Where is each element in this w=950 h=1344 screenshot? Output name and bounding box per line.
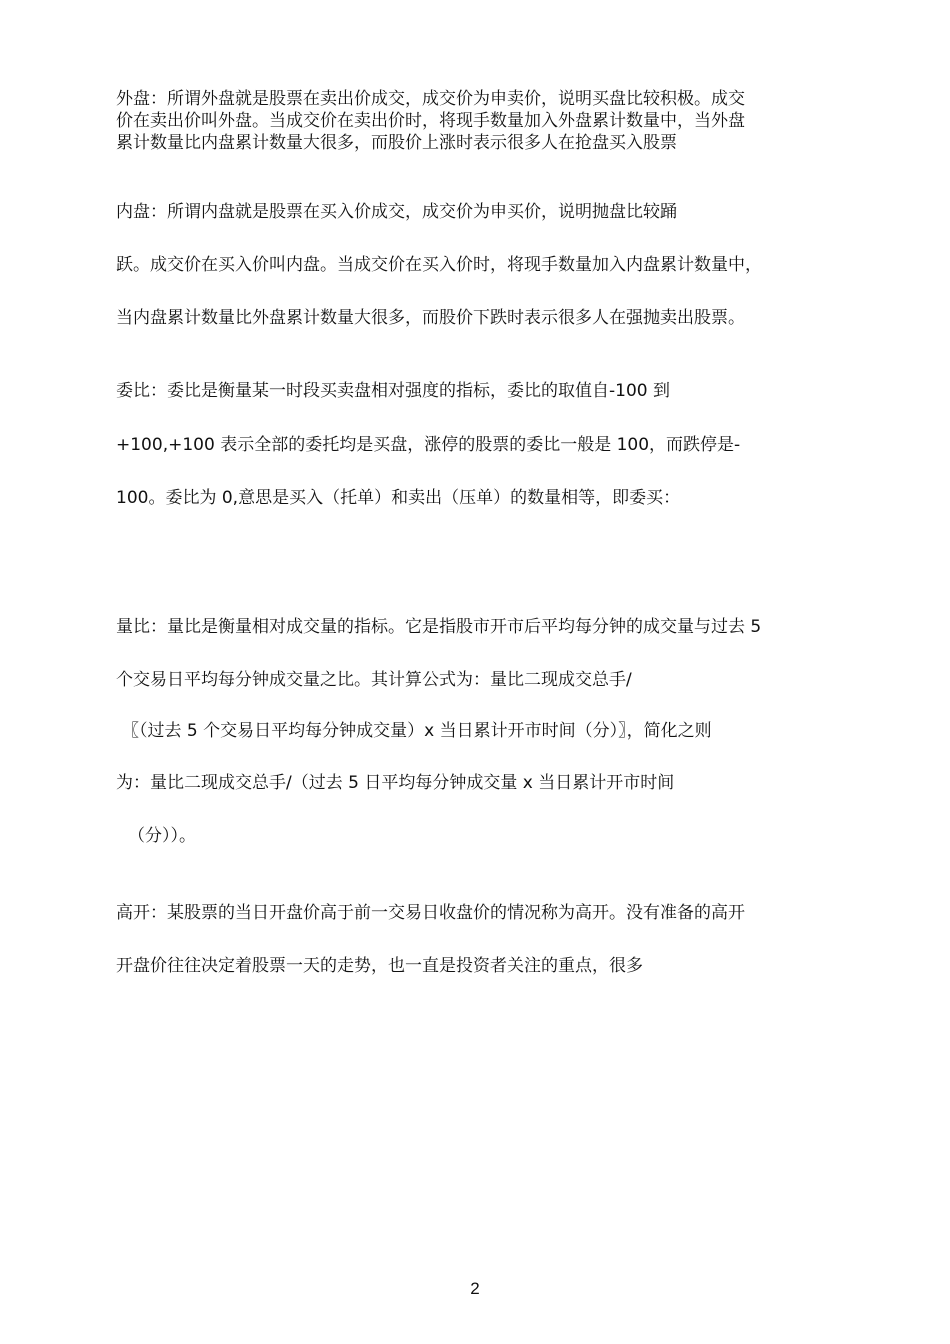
- volume-ratio-line-4: 为：量比二现成交总手/（过去 5 日平均每分钟成交量 x 当日累计开市时间: [116, 773, 675, 793]
- volume-ratio-line-1: 量比：量比是衡量相对成交量的指标。它是指股市开市后平均每分钟的成交量与过去 5: [116, 617, 762, 637]
- high-open-line-1: 高开：某股票的当日开盘价高于前一交易日收盘价的情况称为高开。没有准备的高开: [116, 903, 745, 923]
- inner-disk-line-3: 当内盘累计数量比外盘累计数量大很多，而股价下跌时表示很多人在强抛卖出股票。: [116, 308, 745, 328]
- outer-disk-line-2: 价在卖出价叫外盘。当成交价在卖出价时，将现手数量加入外盘累计数量中，当外盘: [116, 111, 745, 131]
- commission-ratio-line-1: 委比：委比是衡量某一时段买卖盘相对强度的指标，委比的取值自-100 到: [116, 381, 670, 401]
- volume-ratio-line-5: （分））。: [128, 826, 196, 846]
- outer-disk-line-1: 外盘：所谓外盘就是股票在卖出价成交，成交价为申卖价，说明买盘比较积极。成交: [116, 89, 745, 109]
- inner-disk-line-1: 内盘：所谓内盘就是股票在买入价成交，成交价为申买价，说明抛盘比较踊: [116, 202, 677, 222]
- outer-disk-line-3: 累计数量比内盘累计数量大很多，而股价上涨时表示很多人在抢盘买入股票: [116, 133, 677, 153]
- volume-ratio-line-2: 个交易日平均每分钟成交量之比。其计算公式为：量比二现成交总手/: [116, 670, 632, 690]
- high-open-line-2: 开盘价往往决定着股票一天的走势，也一直是投资者关注的重点，很多: [116, 956, 643, 976]
- commission-ratio-line-3: 100。委比为 0,意思是买入（托单）和卖出（压单）的数量相等，即委买：: [116, 488, 681, 508]
- volume-ratio-line-3: 〖（过去 5 个交易日平均每分钟成交量）x 当日累计开市时间（分）〗，简化之则: [122, 721, 712, 741]
- page-number: 2: [470, 1279, 480, 1298]
- inner-disk-line-2: 跃。成交价在买入价叫内盘。当成交价在买入价时，将现手数量加入内盘累计数量中，: [116, 255, 762, 275]
- commission-ratio-line-2: +100,+100 表示全部的委托均是买盘，涨停的股票的委比一般是 100，而跌停是-: [116, 435, 741, 455]
